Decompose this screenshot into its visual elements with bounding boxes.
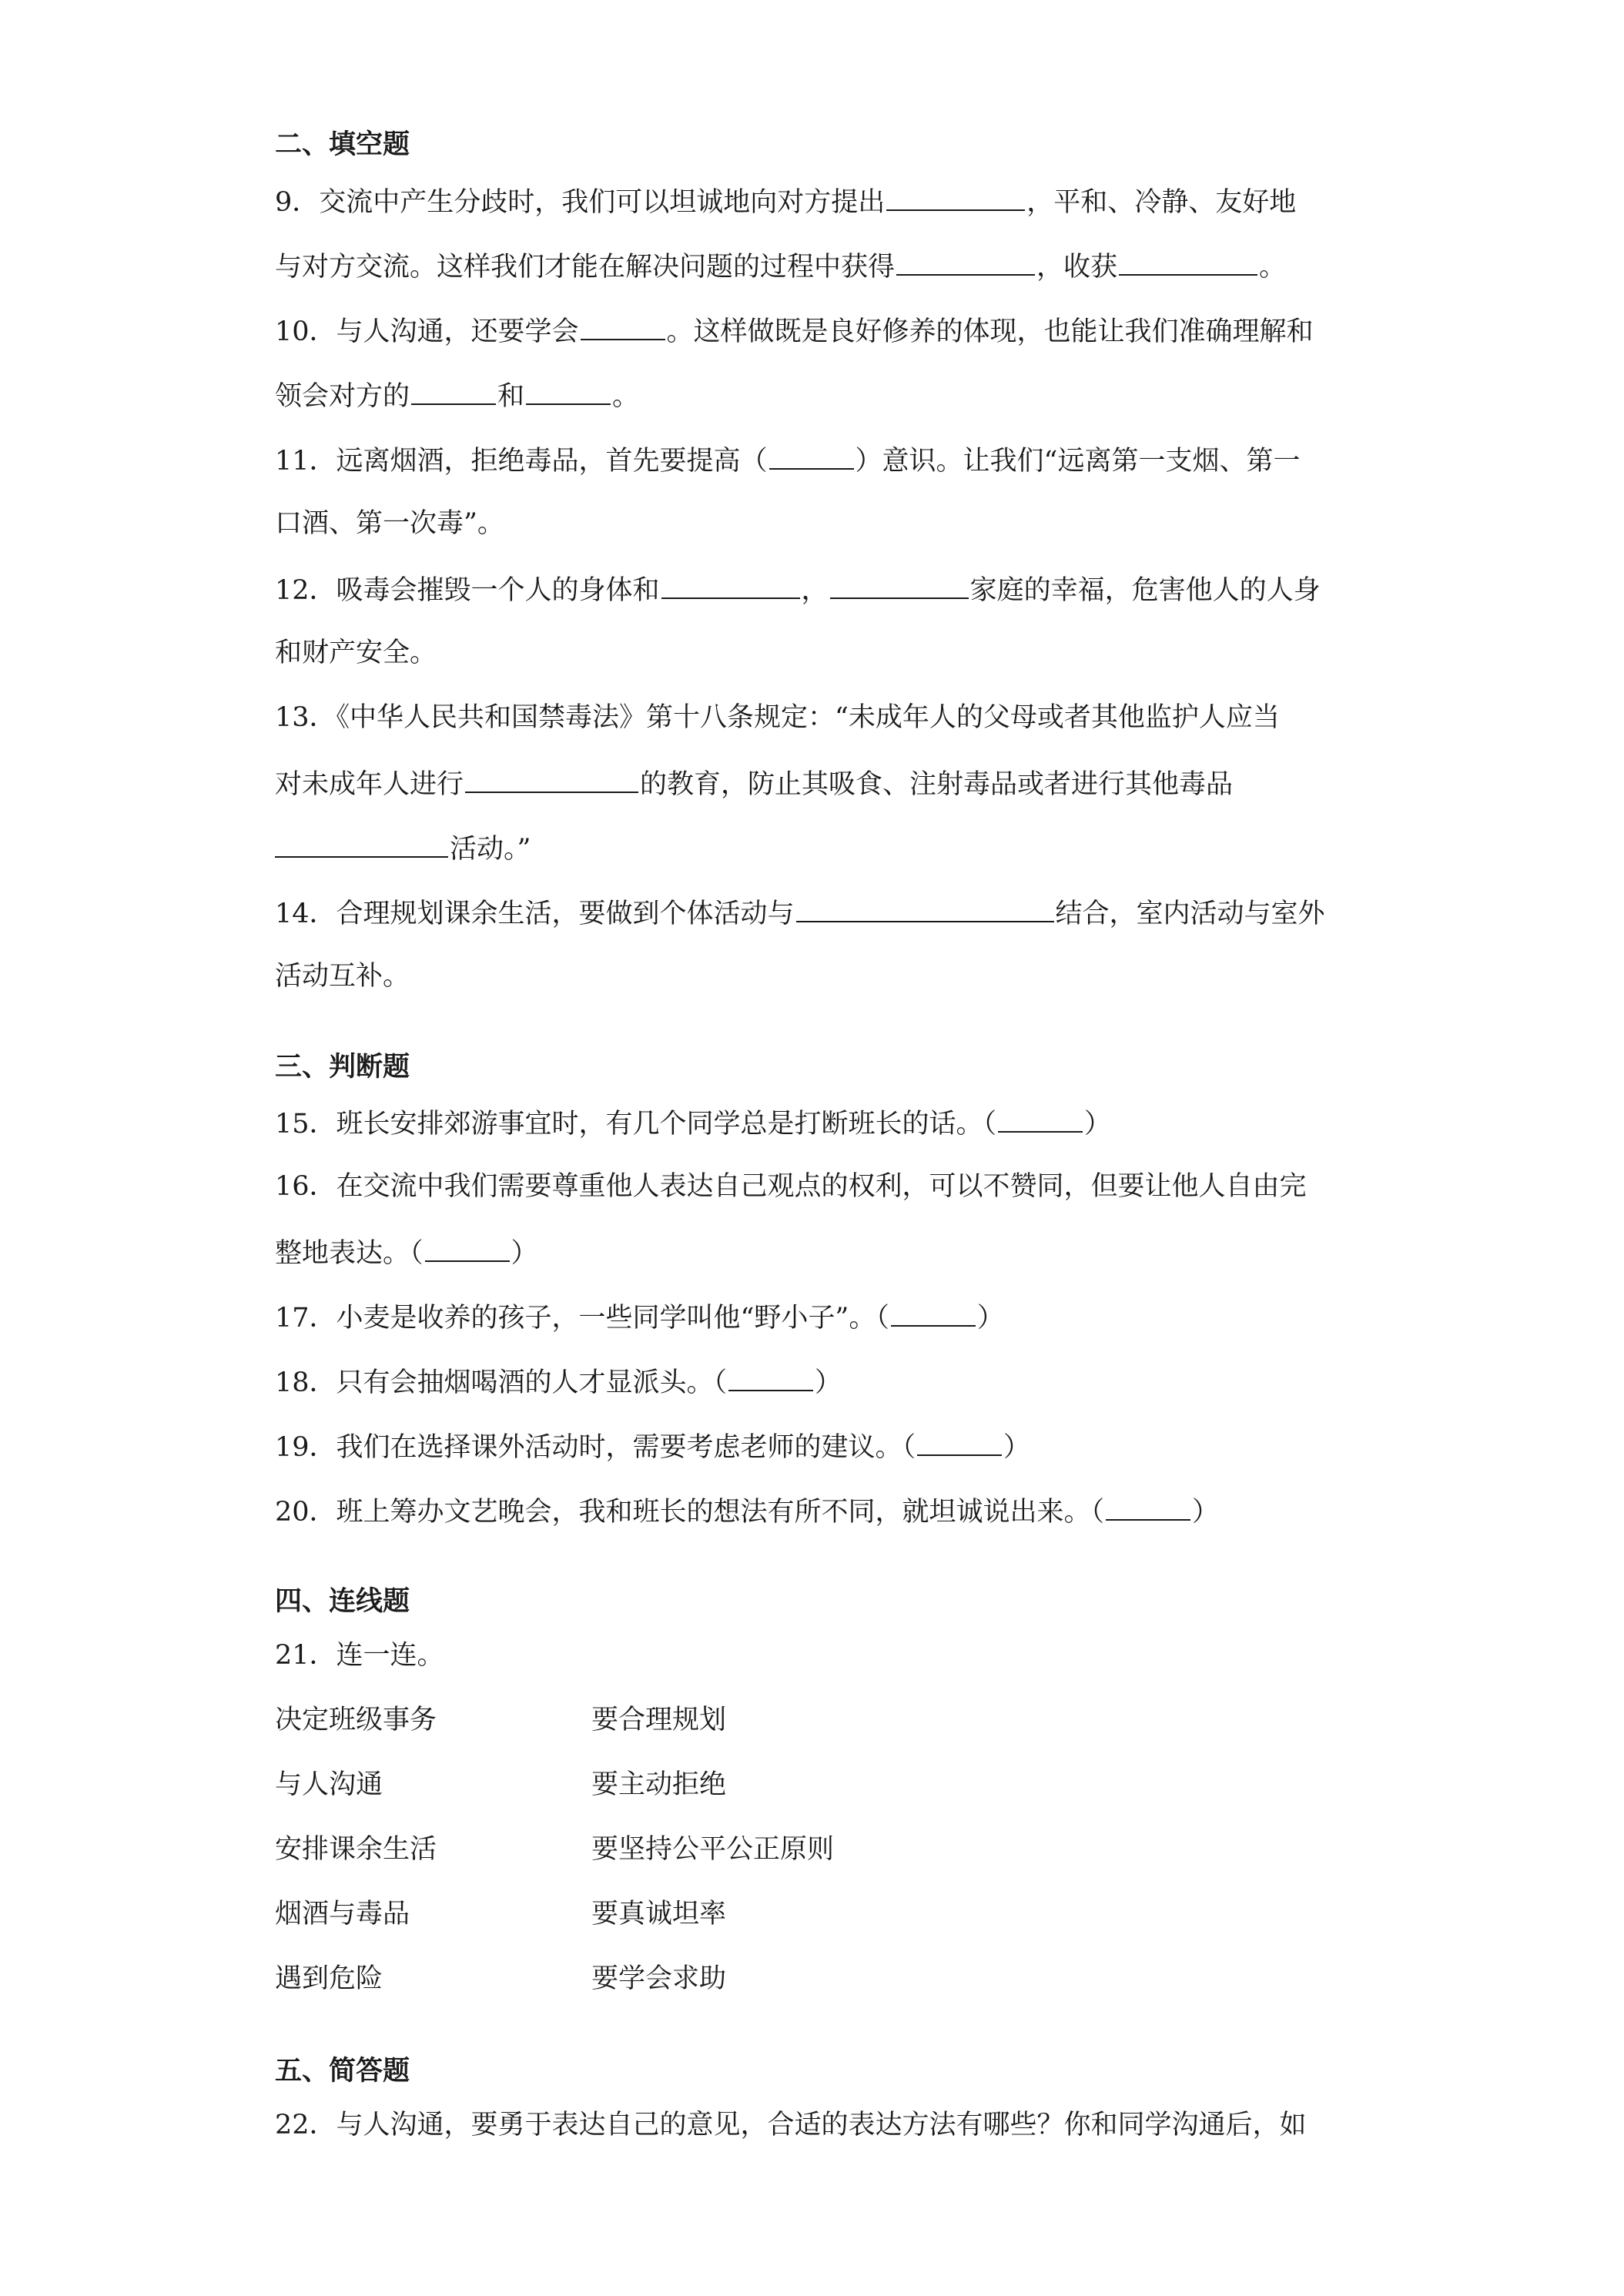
match-left-item[interactable]: 决定班级事务 [275, 1705, 437, 1735]
question-17 [275, 1297, 1004, 1337]
question-text: ）意识。让我们“远离第一支烟、第一 [855, 446, 1301, 477]
section-heading-match: 四、连线题 [275, 1586, 410, 1617]
answer-blank[interactable] [465, 764, 638, 793]
match-left-item[interactable]: 安排课余生活 [275, 1834, 437, 1865]
question-text: 11．远离烟酒，拒绝毒品，首先要提高（ [275, 446, 768, 477]
question-text: 9．交流中产生分歧时，我们可以坦诚地向对方提出 [275, 187, 886, 218]
question-14-line-1 [275, 893, 1325, 932]
match-left-item[interactable]: 烟酒与毒品 [275, 1899, 410, 1930]
question-text: 。 [1259, 252, 1287, 283]
close-paren: ） [815, 1367, 842, 1398]
answer-blank[interactable] [896, 246, 1035, 276]
question-text: 18．只有会抽烟喝酒的人才显派头。（ [275, 1367, 728, 1398]
close-paren: ） [976, 1303, 1004, 1334]
answer-blank[interactable] [886, 182, 1025, 211]
match-left-item[interactable]: 与人沟通 [275, 1769, 383, 1800]
question-22-line-1: 22．与人沟通，要勇于表达自己的意见，合适的表达方法有哪些？你和同学沟通后，如 [275, 2110, 1307, 2140]
question-text: 结合，室内活动与室外 [1055, 899, 1325, 929]
answer-blank[interactable] [411, 376, 496, 405]
question-18 [275, 1362, 842, 1401]
question-text: 17．小麦是收养的孩子，一些同学叫他“野小子”。（ [275, 1303, 889, 1334]
question-text: 20．班上筹办文艺晚会，我和班长的想法有所不同，就坦诚说出来。（ [275, 1497, 1105, 1528]
question-text: 与对方交流。这样我们才能在解决问题的过程中获得 [275, 252, 896, 283]
answer-blank[interactable] [275, 828, 448, 858]
answer-blank[interactable] [830, 570, 969, 599]
question-9-line-2 [275, 246, 1286, 286]
question-14-line-2: 活动互补。 [275, 961, 410, 992]
question-text: 活动。” [450, 834, 531, 865]
question-text: 14．合理规划课余生活，要做到个体活动与 [275, 899, 795, 929]
answer-blank[interactable] [917, 1427, 1002, 1456]
question-text: ，平和、冷静、友好地 [1026, 187, 1297, 218]
answer-blank[interactable] [1119, 246, 1257, 276]
question-15 [275, 1103, 1111, 1143]
match-right-item[interactable]: 要合理规划 [591, 1705, 727, 1735]
question-11-line-2: 口酒、第一次毒”。 [275, 508, 504, 539]
question-16-line-1: 16．在交流中我们需要尊重他人表达自己观点的权利，可以不赞同，但要让他人自由完 [275, 1171, 1307, 1202]
match-right-item[interactable]: 要学会求助 [591, 1963, 727, 1994]
question-13-line-3 [275, 828, 531, 868]
question-16-line-2 [275, 1233, 538, 1272]
match-left-item[interactable]: 遇到危险 [275, 1963, 383, 1994]
question-21-prompt: 21．连一连。 [275, 1640, 444, 1671]
answer-blank[interactable] [891, 1297, 976, 1327]
answer-blank[interactable] [728, 1362, 813, 1391]
answer-blank[interactable] [796, 893, 1054, 922]
question-13-line-2 [275, 764, 1233, 803]
question-text: 的教育，防止其吸食、注射毒品或者进行其他毒品 [640, 769, 1234, 800]
question-12-line-2: 和财产安全。 [275, 638, 437, 668]
question-text: 。 [612, 381, 640, 412]
question-text: ，收获 [1036, 252, 1118, 283]
match-right-item[interactable]: 要坚持公平公正原则 [591, 1834, 835, 1865]
close-paren: ） [1192, 1497, 1220, 1528]
question-12-line-1 [275, 570, 1321, 609]
close-paren: ） [1084, 1109, 1112, 1140]
answer-blank[interactable] [581, 311, 665, 340]
section-heading-short-answer: 五、简答题 [275, 2056, 410, 2087]
answer-blank[interactable] [998, 1103, 1083, 1133]
question-text: 12．吸毒会摧毁一个人的身体和 [275, 575, 660, 606]
answer-blank[interactable] [661, 570, 800, 599]
question-text: 。这样做既是良好修养的体现，也能让我们准确理解和 [666, 316, 1314, 347]
question-text: 10．与人沟通，还要学会 [275, 316, 579, 347]
answer-blank[interactable] [769, 440, 854, 470]
question-20 [275, 1491, 1219, 1531]
question-text: ， [801, 575, 829, 606]
question-text: 15．班长安排郊游事宜时，有几个同学总是打断班长的话。（ [275, 1109, 997, 1140]
section-heading-fill-blank: 二、填空题 [275, 129, 410, 160]
question-text: 家庭的幸福，危害他人的人身 [969, 575, 1321, 606]
question-11-line-1 [275, 440, 1300, 480]
close-paren: ） [1003, 1432, 1031, 1463]
question-10-line-1 [275, 311, 1314, 350]
close-paren: ） [511, 1238, 538, 1269]
question-text: 和 [497, 381, 525, 412]
question-13-line-1: 13．《中华人民共和国禁毒法》第十八条规定：“未成年人的父母或者其他监护人应当 [275, 702, 1280, 733]
question-text: 领会对方的 [275, 381, 410, 412]
answer-blank[interactable] [1106, 1491, 1190, 1521]
match-right-item[interactable]: 要主动拒绝 [591, 1769, 727, 1800]
question-text: 19．我们在选择课外活动时，需要考虑老师的建议。（ [275, 1432, 916, 1463]
match-right-item[interactable]: 要真诚坦率 [591, 1899, 727, 1930]
question-19 [275, 1427, 1030, 1466]
question-text: 整地表达。（ [275, 1238, 424, 1269]
question-text: 对未成年人进行 [275, 769, 464, 800]
answer-blank[interactable] [526, 376, 611, 405]
section-heading-judge: 三、判断题 [275, 1052, 410, 1083]
answer-blank[interactable] [425, 1233, 510, 1262]
question-10-line-2 [275, 376, 639, 415]
question-9-line-1 [275, 182, 1296, 221]
